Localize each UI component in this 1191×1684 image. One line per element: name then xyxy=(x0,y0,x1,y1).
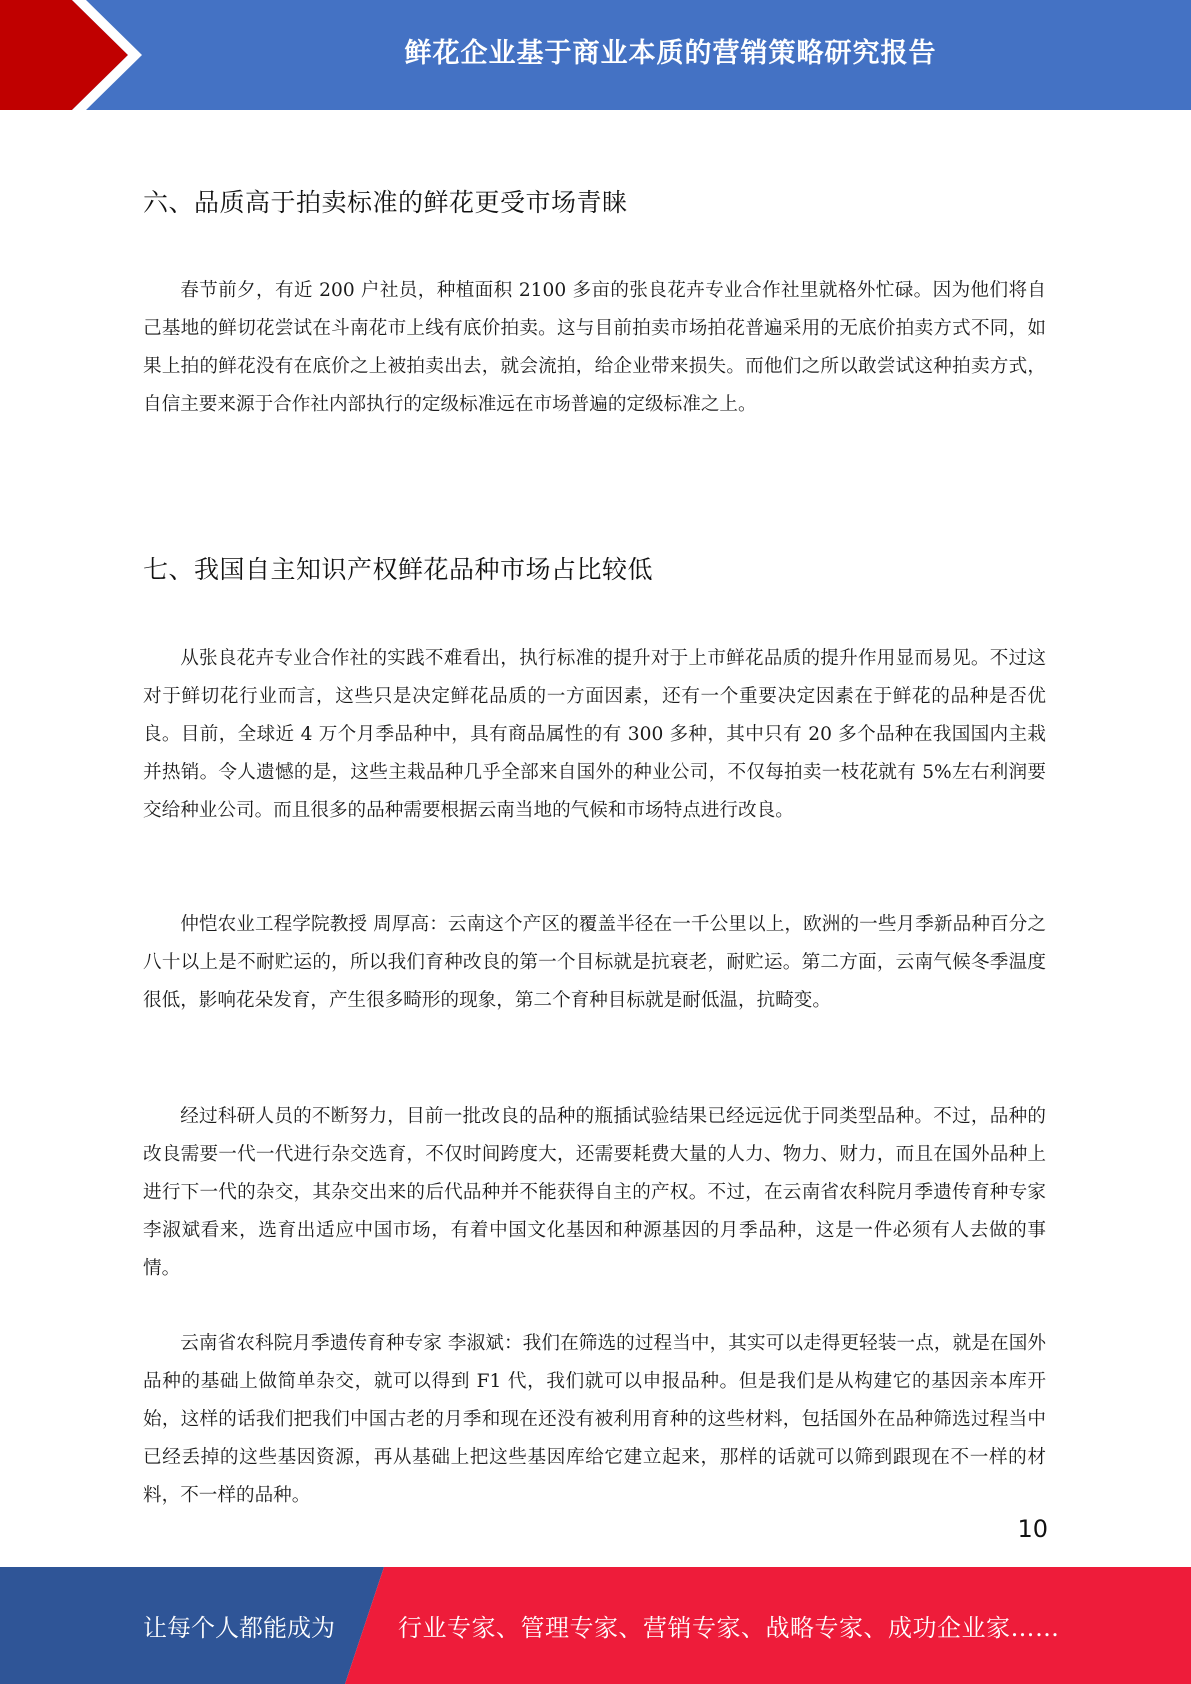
page-footer xyxy=(0,1567,1191,1684)
paragraph: 云南省农科院月季遗传育种专家 李淑斌：我们在筛选的过程当中，其实可以走得更轻装一点，就是在国外品种的基础上做简单杂交，就可以得到 F1 代，我们就可以申报品种。但是我们是从构建它的基因亲本库开始，这样的话我们把我们中国古老的月季和现在还没有被利用育种的这些材料，包括国外在品种筛选过程当中已经丢掉的这些基因资源，再从基础上把这些基因库给它建立起来，那样的话就可以筛到跟现在不一样的材料，不一样的品种。 xyxy=(143,1333,1046,1506)
paragraph: 经过科研人员的不断努力，目前一批改良的品种的瓶插试验结果已经远远优于同类型品种。不过，品种的改良需要一代一代进行杂交选育，不仅时间跨度大，还需要耗费大量的人力、物力、财力，而且在国外品种上进行下一代的杂交，其杂交出来的后代品种并不能获得自主的产权。不过，在云南省农科院月季遗传育种专家李淑斌看来，选育出适应中国市场，有着中国文化基因和种源基因的月季品种，这是一件必须有人去做的事情。 xyxy=(143,1106,1046,1279)
section-heading: 七、我国自主知识产权鲜花品种市场占比较低 xyxy=(143,555,654,584)
paragraph: 春节前夕，有近 200 户社员，种植面积 2100 多亩的张良花卉专业合作社里就格外忙碌。因为他们将自己基地的鲜切花尝试在斗南花市上线有底价拍卖。这与目前拍卖市场拍花普遍采用的无底价拍卖方式不同，如果上拍的鲜花没有在底价之上被拍卖出去，就会流拍，给企业带来损失。而他们之所以敢尝试这种拍卖方式，自信主要来源于合作社内部执行的定级标准远在市场普遍的定级标准之上。 xyxy=(143,280,1046,415)
section-heading: 六、品质高于拍卖标准的鲜花更受市场青睐 xyxy=(143,188,628,217)
paragraph: 仲恺农业工程学院教授 周厚高：云南这个产区的覆盖半径在一千公里以上，欧洲的一些月季新品种百分之八十以上是不耐贮运的，所以我们育种改良的第一个目标就是抗衰老，耐贮运。第二方面，云南气候冬季温度很低，影响花朵发育，产生很多畸形的现象，第二个育种目标就是耐低温，抗畸变。 xyxy=(143,914,1046,1011)
report-title: 鲜花企业基于商业本质的营销策略研究报告 xyxy=(404,37,937,69)
paragraph: 从张良花卉专业合作社的实践不难看出，执行标准的提升对于上市鲜花品质的提升作用显而易见。不过这对于鲜切花行业而言，这些只是决定鲜花品质的一方面因素，还有一个重要决定因素在于鲜花的品种是否优良。目前，全球近 4 万个月季品种中，具有商品属性的有 300 多种，其中只有 20 多个品种在我国国内主栽并热销。令人遗憾的是，这些主栽品种几乎全部来自国外的种业公司，不仅每拍卖一枝花就有 5%左右利润要交给种业公司。而且很多的品种需要根据云南当地的气候和市场特点进行改良。 xyxy=(143,648,1046,821)
page-number: 10 xyxy=(1017,1515,1048,1543)
page-header xyxy=(0,0,1191,110)
footer-slogan-right: 行业专家、管理专家、营销专家、战略专家、成功企业家…… xyxy=(398,1614,1060,1642)
header-arrow-decoration xyxy=(0,0,150,110)
footer-slogan-left: 让每个人都能成为 xyxy=(143,1614,335,1642)
